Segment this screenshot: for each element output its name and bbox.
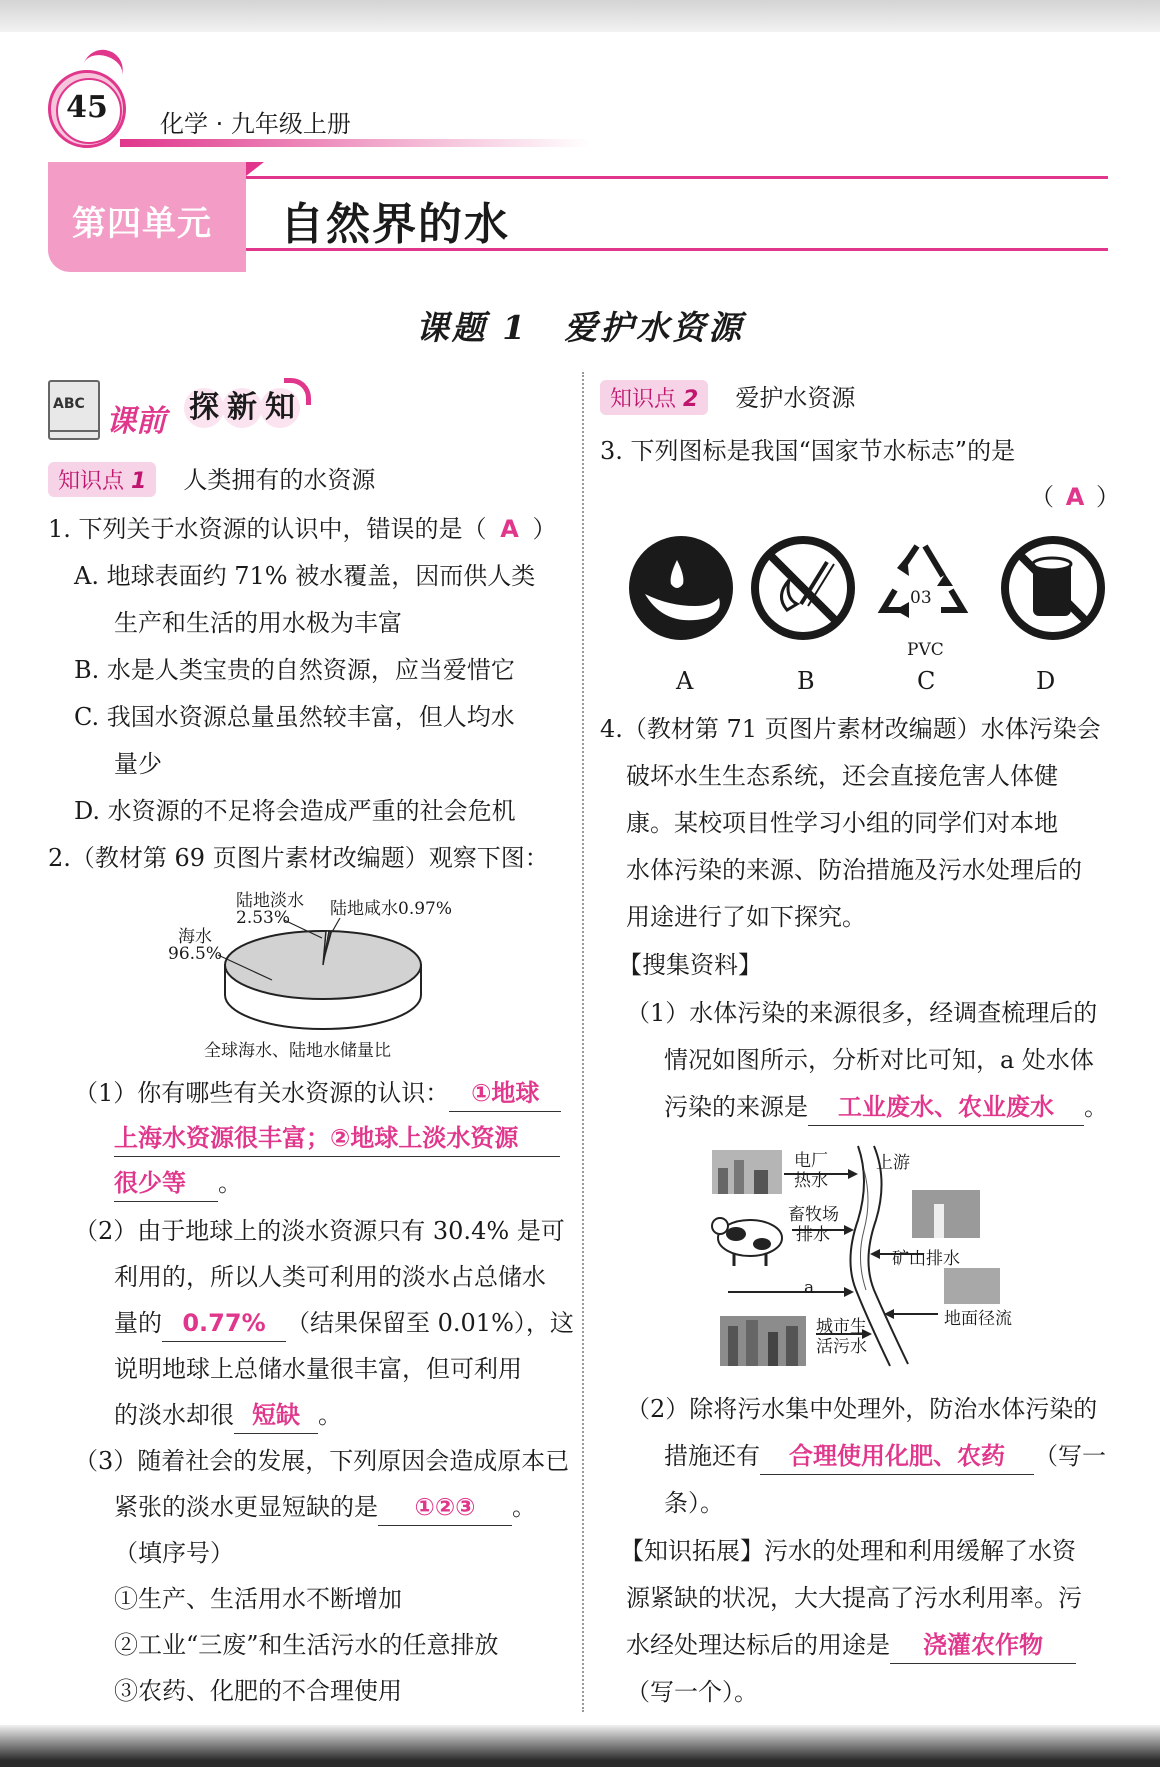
q3-icon-label-d: D (1036, 667, 1056, 695)
diagram-runoff: 地面径流 (944, 1309, 1012, 1329)
diagram-city-1: 城市生 (816, 1317, 867, 1337)
q2-sub3-answer: ①②③ (378, 1489, 512, 1526)
q1-option-c-cont: 量少 (114, 750, 162, 778)
header-rule (120, 139, 590, 147)
pvc-number: 03 (910, 588, 932, 608)
q3-icon-label-b: B (797, 667, 815, 695)
q4-ext-line1: 【知识拓展】污水的处理和利用缓解了水资 (620, 1537, 1076, 1565)
q4-ext-answer: 浇灌农作物 (890, 1627, 1076, 1664)
knowledge-point-1: 知识点 1 人类拥有的水资源 (48, 460, 375, 497)
diagram-point-a: a (804, 1278, 815, 1298)
q4-collect-heading: 【搜集资料】 (618, 951, 762, 979)
unit-rule-top (246, 176, 1108, 179)
pvc-text: PVC (907, 640, 944, 660)
q4-sub2-line1: （2）除将污水集中处理外，防治水体污染的 (626, 1395, 1098, 1423)
section-banner-part1: 课前 (106, 404, 166, 439)
pie-label-sea: 海水 (178, 927, 212, 947)
q4-sub1-line1: （1）水体污染的来源很多，经调查梳理后的 (626, 999, 1098, 1027)
section-banner-part3: 新 (222, 388, 262, 428)
diagram-mine: 矿山排水 (892, 1249, 960, 1269)
q4-ext-line2: 源紧缺的状况，大大提高了污水利用率。污 (626, 1584, 1082, 1612)
section-banner-part4: 知 (260, 388, 300, 428)
q4-sub1-line3: 污染的来源是 工业废水、农业废水 。 (664, 1084, 1108, 1130)
q3-icon-label-c: C (917, 667, 936, 695)
q2-sub1-answer-1: ①地球 (449, 1075, 561, 1112)
q4-stem-4: 水体污染的来源、防治措施及污水处理后的 (626, 856, 1082, 884)
q1-stem: 1. 下列关于水资源的认识中，错误的是（ A ） (48, 506, 557, 552)
diagram-hot-water: 热水 (794, 1171, 828, 1191)
diagram-ranch: 畜牧场 (788, 1205, 839, 1225)
q4-stem-3: 康。某校项目性学习小组的同学们对本地 (626, 809, 1058, 837)
section-banner-part2: 探 (184, 388, 224, 428)
q2-sub2-line4: 说明地球上总储水量很丰富，但可利用 (114, 1355, 522, 1383)
q4-sub1-answer: 工业废水、农业废水 (808, 1089, 1084, 1126)
water-pie-figure (160, 880, 480, 1060)
unit-label: 第四单元 (72, 204, 212, 244)
q1-option-a: A. 地球表面约 71% 被水覆盖，因而供人类 (74, 562, 536, 590)
q4-sub2-line2: 措施还有 合理使用化肥、农药 （写一 (664, 1433, 1106, 1479)
diagram-upstream: 上游 (876, 1153, 910, 1173)
q3-stem: 3. 下列图标是我国“国家节水标志”的是 (600, 437, 1016, 465)
pie-caption: 全球海水、陆地水储量比 (204, 1041, 391, 1061)
diagram-city-2: 活污水 (816, 1337, 867, 1357)
unit-title: 自然界的水 (280, 199, 510, 250)
no-dumping-icon (1005, 540, 1101, 636)
q1-answer: A (500, 515, 519, 543)
q1-option-c: C. 我国水资源总量虽然较丰富，但人均水 (74, 703, 515, 731)
q2-sub1-line1: （1）你有哪些有关水资源的认识： ①地球 (74, 1070, 561, 1116)
q2-sub3-item1: ①生产、生活用水不断增加 (114, 1585, 402, 1613)
q2-sub2-answer-2: 短缺 (234, 1397, 318, 1434)
q2-sub3-line1: （3）随着社会的发展，下列原因会造成原本已 (74, 1447, 570, 1475)
q2-sub2-answer-1: 0.77% (162, 1305, 286, 1342)
q4-stem-2: 破坏水生生态系统，还会直接危害人体健 (626, 762, 1058, 790)
water-saving-icon (629, 536, 733, 640)
q2-stem: 2.（教材第 69 页图片素材改编题）观察下图： (48, 844, 549, 872)
q4-ext-line4: （写一个）。 (626, 1678, 758, 1706)
knowledge-point-2: 知识点 2 爱护水资源 (600, 378, 855, 415)
q1-option-d: D. 水资源的不足将会造成严重的社会危机 (74, 797, 516, 825)
q2-sub3-line3: （填序号） (114, 1539, 234, 1567)
pie-value-sea: 96.5% (168, 944, 223, 964)
q3-answer: A (1065, 483, 1085, 511)
q4-sub2-answer: 合理使用化肥、农药 (760, 1438, 1034, 1475)
diagram-power-plant: 电厂 (794, 1151, 828, 1171)
section-banner-swoosh (284, 378, 311, 405)
q1-option-b: B. 水是人类宝贵的自然资源，应当爱惜它 (74, 656, 515, 684)
diagram-drain: 排水 (796, 1225, 830, 1245)
pie-label-salty: 陆地咸水0.97% (330, 899, 453, 919)
bottom-frame (0, 1725, 1160, 1767)
q2-sub3-item2: ②工业“三废”和生活污水的任意排放 (114, 1631, 499, 1659)
pie-value-fresh: 2.53% (236, 908, 291, 928)
q4-ext-line3: 水经处理达标后的用途是 浇灌农作物 (626, 1622, 1076, 1668)
q4-sub1-line2: 情况如图所示，分析对比可知，a 处水体 (664, 1046, 1094, 1074)
q2-sub1-answer-3: 很少等 (114, 1165, 218, 1202)
q4-sub2-line3: 条）。 (664, 1489, 724, 1517)
unit-tab-fold (246, 162, 264, 176)
q2-sub1-line3: 很少等 。 (114, 1160, 242, 1206)
q3-answer-bracket: （ A ） (1030, 474, 1120, 520)
q2-sub1-line2 (114, 1115, 560, 1161)
top-frame (0, 0, 1160, 32)
q2-sub2-line3: 量的 0.77% （结果保留至 0.01%），这 (114, 1300, 574, 1346)
no-fire-icon (755, 540, 851, 636)
pie-label-fresh: 陆地淡水 (236, 891, 304, 911)
q4-stem-1: 4.（教材第 71 页图片素材改编题）水体污染会 (600, 715, 1101, 743)
page-number: 45 (66, 90, 108, 125)
column-divider (582, 372, 584, 1712)
abc-book-icon: ABC (48, 380, 100, 440)
pollution-diagram-svg (708, 1140, 1028, 1380)
subject-title: 化学 · 九年级上册 (160, 110, 351, 138)
q2-sub3-line2: 紧张的淡水更显短缺的是 ①②③ 。 (114, 1484, 536, 1530)
q2-sub2-line5: 的淡水却很 短缺 。 (114, 1392, 342, 1438)
q4-stem-5: 用途进行了如下探究。 (626, 903, 866, 931)
q2-sub3-item3: ③农药、化肥的不合理使用 (114, 1677, 402, 1705)
q3-icon-label-a: A (676, 667, 694, 695)
pollution-diagram (708, 1140, 1028, 1380)
q1-option-a-cont: 生产和生活的用水极为丰富 (114, 609, 402, 637)
q2-sub2-line1: （2）由于地球上的淡水资源只有 30.4% 是可 (74, 1217, 565, 1245)
lesson-title: 课题 1 爱护水资源 (415, 308, 745, 347)
q2-sub2-line2: 利用的，所以人类可利用的淡水占总储水 (114, 1263, 546, 1291)
q2-sub1-answer-2: 上海水资源很丰富；②地球上淡水资源 (114, 1120, 560, 1157)
